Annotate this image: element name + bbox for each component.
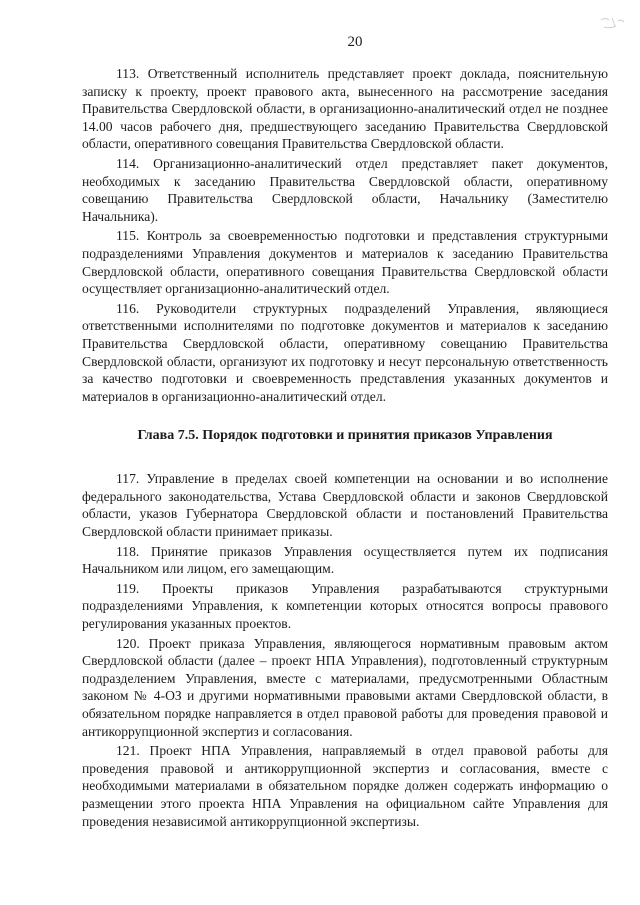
- paragraph-117: 117. Управление в пределах своей компетенции на основании и во исполнение федерального законодательства, Устава Свердловской области и законов Свердловской области, указов Губернатора Свердловской области и постановлений Правительства Свердловской области принимает приказы.: [82, 471, 608, 540]
- scan-artifact-mark: [598, 14, 628, 32]
- paragraph-115: 115. Контроль за своевременностью подготовки и представления структурными подразделениями Управления документов и материалов к заседанию Правительства Свердловской области, оперативного совещания Правительства Свердловской области осуществляет организационно-аналитический отдел.: [82, 228, 608, 297]
- paragraph-119: 119. Проекты приказов Управления разрабатываются структурными подразделениями Управления, к компетенции которых относятся вопросы правового регулирования указанных проектов.: [82, 580, 608, 632]
- paragraph-120: 120. Проект приказа Управления, являющегося нормативным правовым актом Свердловской области (далее – проект НПА Управления), подготовленный структурным подразделением Управления, вместе с материалами, предусмотренными Областным законом № 4-ОЗ и другими нормативными правовыми актами Свердловской области, в обязательном порядке направляется в отдел правовой работы для проведения правовой и антикоррупционной экспертиз и согласования.: [82, 635, 608, 739]
- paragraph-116: 116. Руководители структурных подразделений Управления, являющиеся ответственными исполнителями по подготовке документов и материалов к заседанию Правительства Свердловской области, оперативному совещанию Правительства Свердловской области, организуют их подготовку и несут персональную ответственность за качество подготовки и своевременность представления указанных документов и материалов в организационно-аналитический отдел.: [82, 300, 608, 404]
- paragraph-114: 114. Организационно-аналитический отдел представляет пакет документов, необходимых к заседанию Правительства Свердловской области, оперативному совещанию Правительства Свердловской области, Начальнику (Заместителю Начальника).: [82, 155, 608, 224]
- paragraph-121: 121. Проект НПА Управления, направляемый в отдел правовой работы для проведения правовой и антикоррупционной экспертиз и согласования, вместе с необходимыми материалами в обязательном порядке должен содержать информацию о размещении этого проекта НПА Управления на официальном сайте Управления для проведения независимой антикоррупционной экспертизы.: [82, 743, 608, 829]
- paragraph-113: 113. Ответственный исполнитель представляет проект доклада, пояснительную записку к проекту, проект правового акта, вынесенного на рассмотрение заседания Правительства Свердловской области, в организационно-аналитический отдел не позднее 14.00 часов рабочего дня, предшествующего заседанию Правительства Свердловской области, оперативного совещания Правительства Свердловской области.: [82, 66, 608, 152]
- chapter-heading: Глава 7.5. Порядок подготовки и принятия приказов Управления: [137, 428, 553, 444]
- paragraph-118: 118. Принятие приказов Управления осуществляется путем их подписания Начальником или лицом, его замещающим.: [82, 543, 608, 577]
- page-number: 20: [347, 34, 363, 50]
